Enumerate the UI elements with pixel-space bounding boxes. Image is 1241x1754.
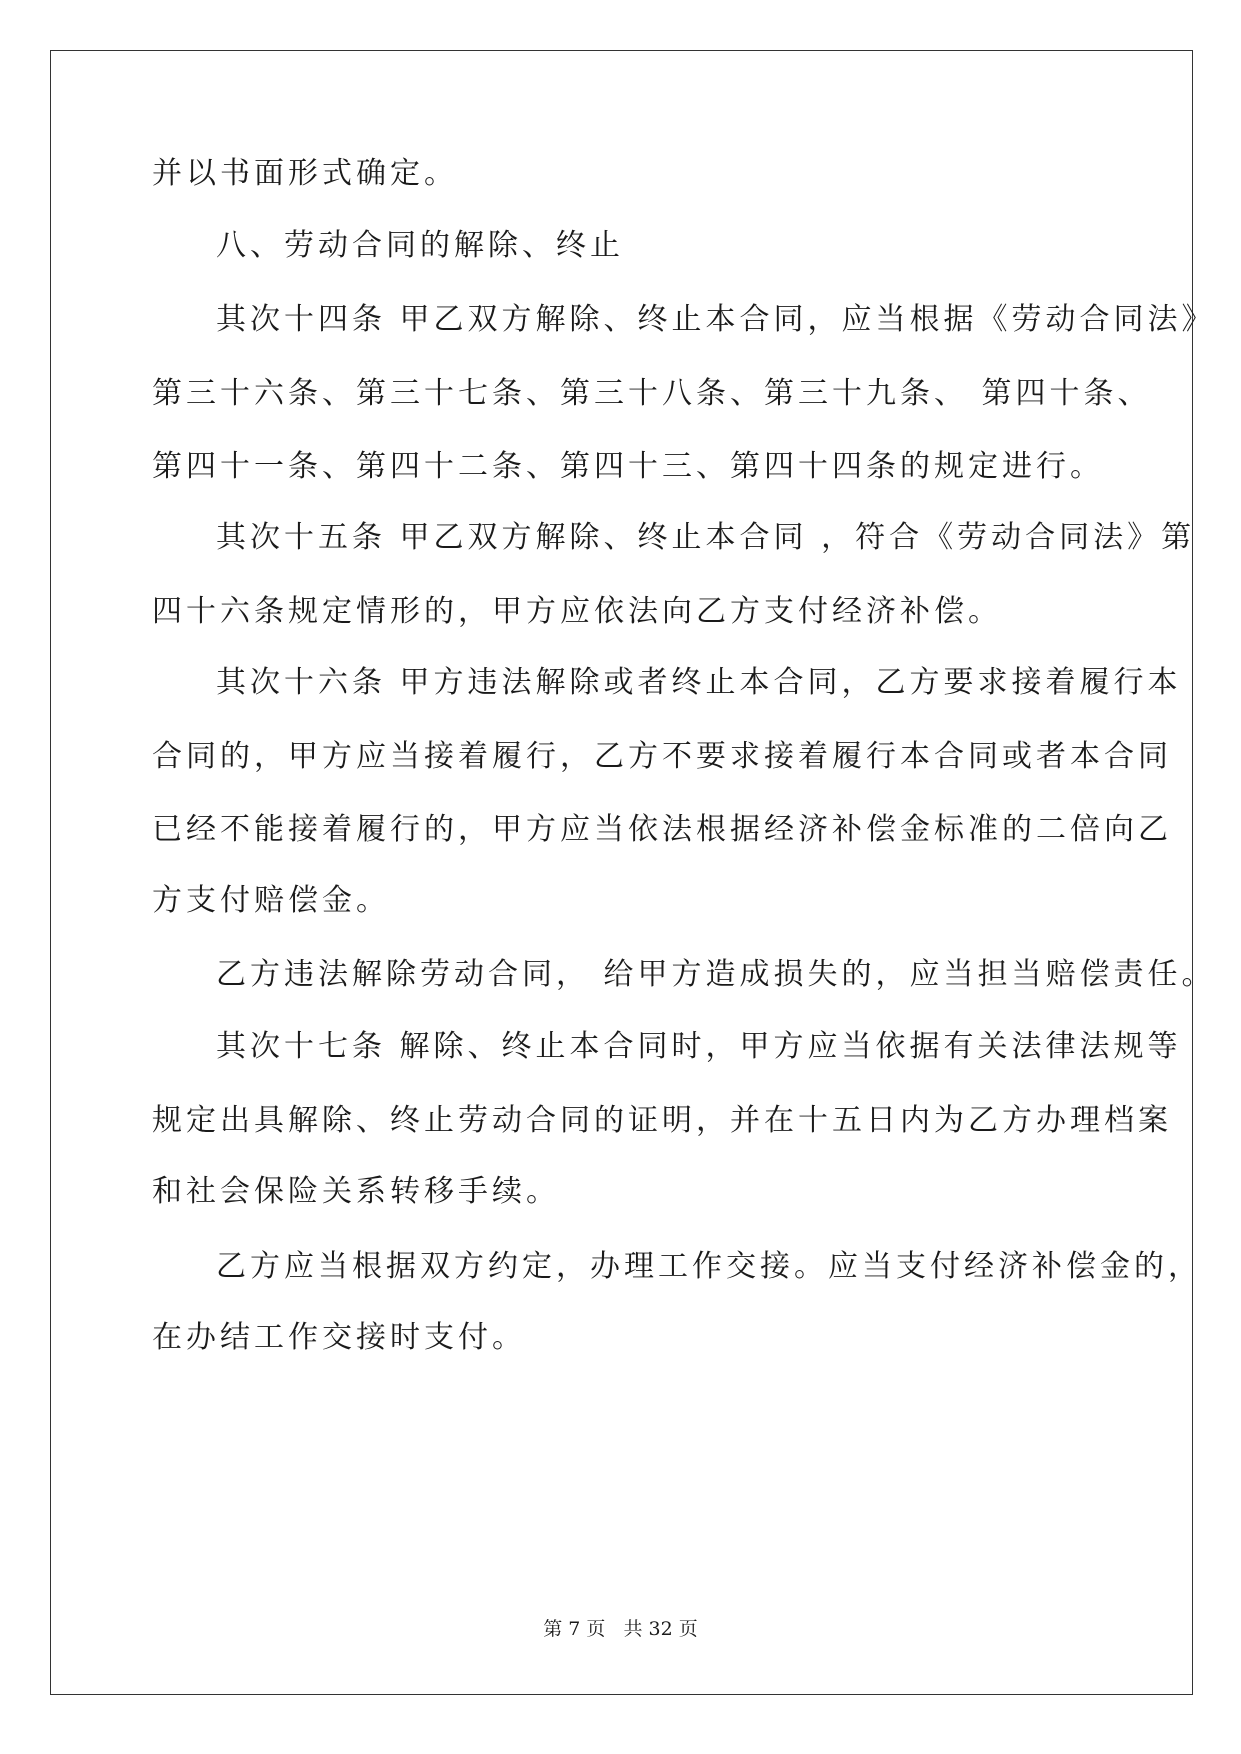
text-line: 其次十四条 甲乙双方解除、终止本合同，应当根据《劳动合同法》 [216, 302, 1216, 337]
text-line: 其次十七条 解除、终止本合同时，甲方应当依据有关法律法规等 [216, 1029, 1182, 1064]
text-line: 第四十一条、第四十二条、第四十三、第四十四条的规定进行。 [152, 449, 1104, 484]
text-line: 并以书面形式确定。 [152, 156, 458, 191]
text-line: 已经不能接着履行的，甲方应当依法根据经济补偿金标准的二倍向乙 [152, 812, 1172, 847]
text-line: 合同的，甲方应当接着履行，乙方不要求接着履行本合同或者本合同 [152, 739, 1172, 774]
page-number: 第 7 页 共 32 页 [543, 1618, 698, 1640]
text-line: 四十六条规定情形的，甲方应依法向乙方支付经济补偿。 [152, 594, 1002, 629]
text-line: 第三十六条、第三十七条、第三十八条、第三十九条、 第四十条、 [152, 376, 1152, 411]
text-line: 其次十六条 甲方违法解除或者终止本合同，乙方要求接着履行本 [216, 665, 1182, 700]
text-line: 和社会保险关系转移手续。 [152, 1174, 560, 1209]
text-line: 规定出具解除、终止劳动合同的证明，并在十五日内为乙方办理档案 [152, 1103, 1172, 1138]
text-line: 乙方违法解除劳动合同， 给甲方造成损失的，应当担当赔偿责任。 [216, 957, 1216, 992]
page-border [50, 50, 1196, 1695]
text-line: 乙方应当根据双方约定，办理工作交接。应当支付经济补偿金的， [216, 1249, 1202, 1284]
text-line: 方支付赔偿金。 [152, 883, 390, 918]
section-heading: 八、劳动合同的解除、终止 [216, 228, 624, 263]
text-line: 在办结工作交接时支付。 [152, 1320, 526, 1355]
text-line: 其次十五条 甲乙双方解除、终止本合同 ，符合《劳动合同法》第 [216, 520, 1196, 555]
